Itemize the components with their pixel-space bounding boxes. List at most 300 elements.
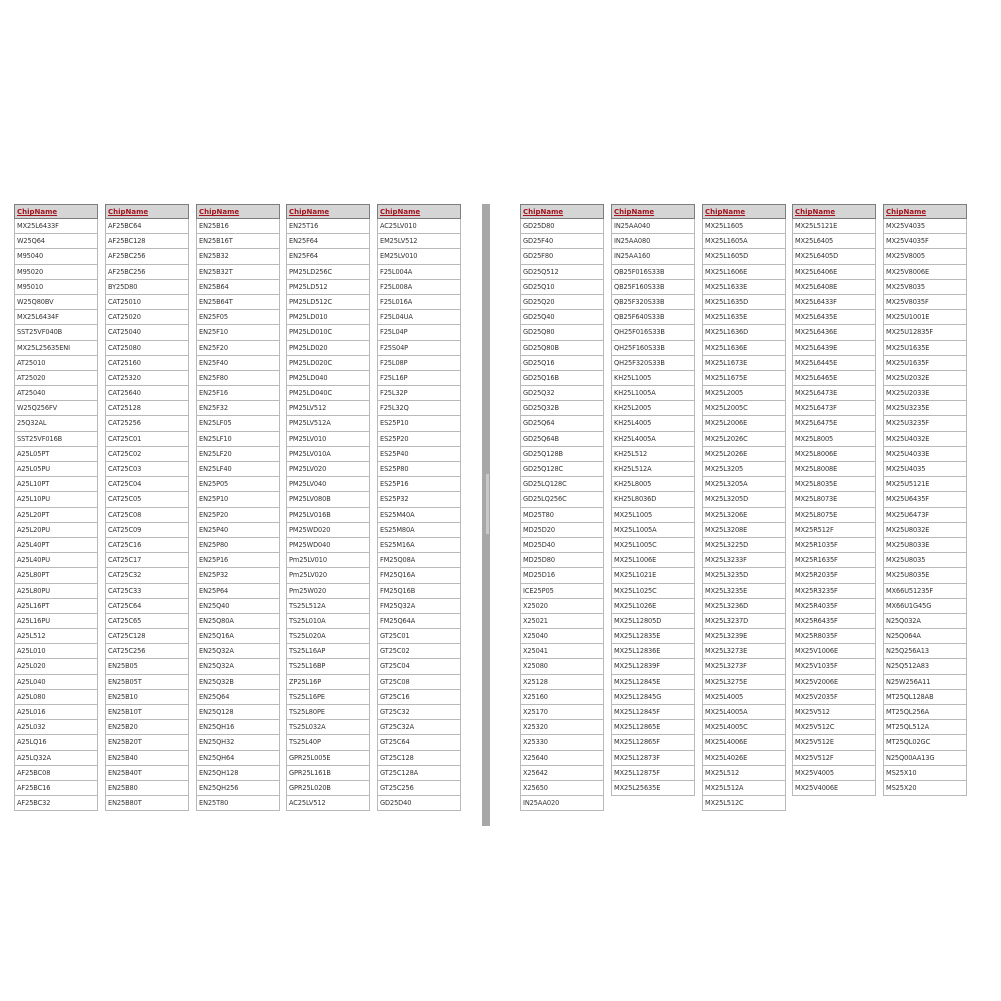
chip-cell: MX25L6408E [792, 280, 876, 295]
chip-cell: MX25V512C [792, 720, 876, 735]
chip-cell: AC25LV512 [286, 796, 370, 811]
chip-cell: MX25L3236D [702, 599, 786, 614]
chip-column [883, 204, 967, 796]
chip-cell: EN25F64 [286, 234, 370, 249]
chip-cell: MD25D20 [520, 523, 604, 538]
chip-cell: EN25LF05 [196, 416, 280, 431]
chip-cell: MX25L1021E [611, 568, 695, 583]
chip-cell: ICE25P05 [520, 584, 604, 599]
chip-cell: MX25L1605 [702, 219, 786, 234]
chip-cell: FM25Q08A [377, 553, 461, 568]
chip-cell: A25L020 [14, 659, 98, 674]
chip-cell: MX25L1605A [702, 234, 786, 249]
chip-cell: N25Q032A [883, 614, 967, 629]
chip-cell: EN25P05 [196, 477, 280, 492]
chip-cell: N25Q00AA13G [883, 751, 967, 766]
chip-cell: CAT25128 [105, 401, 189, 416]
chip-cell: IN25AA080 [611, 234, 695, 249]
chip-cell: MX25L3225D [702, 538, 786, 553]
chip-cell: A25L10PU [14, 492, 98, 507]
chip-cell: MX25U4032E [883, 432, 967, 447]
chip-cell: AF25BC128 [105, 234, 189, 249]
chip-cell: EN25Q128 [196, 705, 280, 720]
chip-cell: MX25L6473F [792, 401, 876, 416]
column-header: ChipName [286, 204, 370, 219]
chip-cell: MX25U5121E [883, 477, 967, 492]
chip-cell: SST25VF040B [14, 325, 98, 340]
chip-cell: AF25BC16 [14, 781, 98, 796]
chip-cell: EN25B40T [105, 766, 189, 781]
column-header: ChipName [611, 204, 695, 219]
chip-cell: EN25Q16A [196, 629, 280, 644]
chip-cell: EN25B64T [196, 295, 280, 310]
chip-cell: KH25L4005 [611, 416, 695, 431]
chip-cell: AF25BC256 [105, 249, 189, 264]
chip-cell: MX25V512 [792, 705, 876, 720]
chip-cell: MX25L1673E [702, 356, 786, 371]
chip-cell: KH25L8036D [611, 492, 695, 507]
chip-cell: A25L032 [14, 720, 98, 735]
chip-cell: MX25U8033E [883, 538, 967, 553]
chip-cell: EN25F64 [286, 249, 370, 264]
chip-cell: MX25L6439E [792, 341, 876, 356]
chip-cell: EN25B10T [105, 705, 189, 720]
chip-cell: GD25LQ128C [520, 477, 604, 492]
chip-cell: ES25P20 [377, 432, 461, 447]
chip-cell: EN25Q80A [196, 614, 280, 629]
chip-cell: Pm25W020 [286, 584, 370, 599]
chip-cell: MX25L3273E [702, 644, 786, 659]
chip-cell: KH25L4005A [611, 432, 695, 447]
chip-cell: MX25L4005A [702, 705, 786, 720]
chip-cell: TS25L40P [286, 735, 370, 750]
chip-cell: Pm25LV020 [286, 568, 370, 583]
chip-column [196, 204, 280, 811]
chip-cell: A25L040 [14, 675, 98, 690]
chip-cell: CAT25C128 [105, 629, 189, 644]
chip-cell: MX25U1635F [883, 356, 967, 371]
chip-cell: FM25Q32A [377, 599, 461, 614]
chip-cell: MX25R6435F [792, 614, 876, 629]
chip-cell: MX25L1025C [611, 584, 695, 599]
chip-column [14, 204, 98, 811]
chip-cell: AF25BC256 [105, 265, 189, 280]
chip-cell: MX25R512F [792, 523, 876, 538]
chip-cell: MX25L3239E [702, 629, 786, 644]
chip-cell: CAT25640 [105, 386, 189, 401]
chip-cell: F25L16P [377, 371, 461, 386]
chip-cell: CAT25080 [105, 341, 189, 356]
chip-cell: GT25C32 [377, 705, 461, 720]
chip-cell: EN25B16T [196, 234, 280, 249]
chip-cell: GD25D40 [377, 796, 461, 811]
chip-cell: GT25C64 [377, 735, 461, 750]
chip-cell: EN25F32 [196, 401, 280, 416]
chip-cell: MX25U2032E [883, 371, 967, 386]
chip-cell: CAT25020 [105, 310, 189, 325]
chip-cell: EN25B40 [105, 751, 189, 766]
column-header: ChipName [520, 204, 604, 219]
chip-cell: MX25R1635F [792, 553, 876, 568]
chip-cell: X25041 [520, 644, 604, 659]
chip-cell: TS25L80PE [286, 705, 370, 720]
chip-cell: EN25P10 [196, 492, 280, 507]
chip-cell: F25L008A [377, 280, 461, 295]
chip-cell: GT25C32A [377, 720, 461, 735]
chip-cell: EN25LF40 [196, 462, 280, 477]
chip-cell: CAT25C08 [105, 508, 189, 523]
chip-cell: IN25AA040 [611, 219, 695, 234]
chip-cell: MX25L1005A [611, 523, 695, 538]
chip-cell: EN25P64 [196, 584, 280, 599]
chip-cell: MX25L1606E [702, 265, 786, 280]
chip-cell: MX25L8008E [792, 462, 876, 477]
chip-cell: MX25U6435F [883, 492, 967, 507]
chip-cell: MX25U4033E [883, 447, 967, 462]
chip-cell: X25021 [520, 614, 604, 629]
chip-cell: MX25L2005C [702, 401, 786, 416]
chip-cell: MX25U8032E [883, 523, 967, 538]
chip-cell: MX25U8035 [883, 553, 967, 568]
chip-cell: MX25R8035F [792, 629, 876, 644]
chip-column [702, 204, 786, 811]
chip-cell: EN25QH16 [196, 720, 280, 735]
chip-cell: A25L80PU [14, 584, 98, 599]
chip-cell: PM25LD512 [286, 280, 370, 295]
chip-cell: MX25R3235F [792, 584, 876, 599]
chip-cell: A25L40PT [14, 538, 98, 553]
chip-cell: A25L016 [14, 705, 98, 720]
divider-handle [486, 474, 489, 534]
chip-cell: GD25Q20 [520, 295, 604, 310]
chip-cell: QH25F320S33B [611, 356, 695, 371]
chip-cell: GD25Q128B [520, 447, 604, 462]
chip-cell: A25L20PU [14, 523, 98, 538]
chip-cell: EN25B32T [196, 265, 280, 280]
chip-cell: MX25L1635D [702, 295, 786, 310]
chip-cell: EN25Q32A [196, 644, 280, 659]
chip-cell: EN25B05T [105, 675, 189, 690]
chip-cell: ES25M80A [377, 523, 461, 538]
chip-cell: CAT25C32 [105, 568, 189, 583]
chip-cell: MX25V512F [792, 751, 876, 766]
chip-cell: MX25R4035F [792, 599, 876, 614]
chip-cell: TS25L16AP [286, 644, 370, 659]
chip-cell: GT25C02 [377, 644, 461, 659]
chip-cell: GD25Q80 [520, 325, 604, 340]
chip-cell: X25640 [520, 751, 604, 766]
chip-cell: MX25L1635E [702, 310, 786, 325]
chip-cell: QB25F640S33B [611, 310, 695, 325]
chip-cell: MX25L12839F [611, 659, 695, 674]
chip-cell: GD25Q32 [520, 386, 604, 401]
chip-cell: KH25L512 [611, 447, 695, 462]
chip-cell: EN25P16 [196, 553, 280, 568]
chip-cell: MT25QL256A [883, 705, 967, 720]
chip-cell: EN25B16 [196, 219, 280, 234]
chip-cell: EM25LV512 [377, 234, 461, 249]
chip-cell: PM25WD040 [286, 538, 370, 553]
chip-cell: CAT25160 [105, 356, 189, 371]
chip-cell: QH25F160S33B [611, 341, 695, 356]
chip-cell: F25L08P [377, 356, 461, 371]
chip-cell: M95040 [14, 249, 98, 264]
chip-cell: EN25T16 [286, 219, 370, 234]
chip-cell: EN25QH32 [196, 735, 280, 750]
chip-cell: TS25L16BP [286, 659, 370, 674]
column-header: ChipName [14, 204, 98, 219]
chip-cell: MX25L6433F [14, 219, 98, 234]
chip-cell: KH25L512A [611, 462, 695, 477]
chip-cell: X25160 [520, 690, 604, 705]
chip-cell: MX25V1006E [792, 644, 876, 659]
chip-cell: AF25BC32 [14, 796, 98, 811]
chip-cell: MX25L4006E [702, 735, 786, 750]
chip-cell: GD25LQ256C [520, 492, 604, 507]
chip-cell: MX25L3206E [702, 508, 786, 523]
chip-cell: MX25L512A [702, 781, 786, 796]
chip-cell: MX25U3235E [883, 401, 967, 416]
chip-cell: ES25M16A [377, 538, 461, 553]
chip-cell: MX25L3205A [702, 477, 786, 492]
chip-cell: GPR25L020B [286, 781, 370, 796]
chip-cell: MX25U1001E [883, 310, 967, 325]
chip-cell: MX25L3208E [702, 523, 786, 538]
chip-cell: PM25LV512 [286, 401, 370, 416]
chip-cell: MX25U8035E [883, 568, 967, 583]
chip-cell: EN25Q64 [196, 690, 280, 705]
chip-cell: MD25D80 [520, 553, 604, 568]
chip-cell: PM25LV040 [286, 477, 370, 492]
chip-cell: MX25L6435E [792, 310, 876, 325]
chip-cell: F25L32P [377, 386, 461, 401]
chip-cell: EN25QH64 [196, 751, 280, 766]
chip-cell: CAT25320 [105, 371, 189, 386]
chip-cell: A25L80PT [14, 568, 98, 583]
chip-cell: CAT25C03 [105, 462, 189, 477]
chip-cell: MX25L12845E [611, 675, 695, 690]
chip-cell: CAT25C33 [105, 584, 189, 599]
chip-cell: MX25V2035F [792, 690, 876, 705]
chip-cell: A25LQ32A [14, 751, 98, 766]
chip-cell: W25Q64 [14, 234, 98, 249]
chip-cell: EN25B05 [105, 659, 189, 674]
chip-cell: AT25020 [14, 371, 98, 386]
chip-cell: MX25L1636E [702, 341, 786, 356]
chip-cell: TS25L512A [286, 599, 370, 614]
chip-cell: MT25QL02GC [883, 735, 967, 750]
chip-cell: MX25U4035 [883, 462, 967, 477]
chip-cell: MX25V8006E [883, 265, 967, 280]
chip-cell: GD25Q80B [520, 341, 604, 356]
chip-cell: F25L04UA [377, 310, 461, 325]
chip-column [105, 204, 189, 811]
chip-cell: GT25C16 [377, 690, 461, 705]
chip-cell: BY25D80 [105, 280, 189, 295]
chip-cell: A25L010 [14, 644, 98, 659]
chip-cell: EN25Q32B [196, 675, 280, 690]
chip-cell: X25642 [520, 766, 604, 781]
chip-cell: MX25L4005 [702, 690, 786, 705]
chip-cell: QH25F016S33B [611, 325, 695, 340]
chip-cell: MX25L12873F [611, 751, 695, 766]
chip-cell: X25170 [520, 705, 604, 720]
chip-cell: W25Q80BV [14, 295, 98, 310]
chip-cell: MX25V4035F [883, 234, 967, 249]
chip-cell: A25L10PT [14, 477, 98, 492]
chip-cell: A25L16PT [14, 599, 98, 614]
chip-cell: MD25D40 [520, 538, 604, 553]
chip-cell: MX25L12875F [611, 766, 695, 781]
chip-cell: CAT25C64 [105, 599, 189, 614]
chip-cell: MX25L3205 [702, 462, 786, 477]
chip-cell: QB25F016S33B [611, 265, 695, 280]
chip-column [286, 204, 370, 811]
chip-cell: PM25LD040C [286, 386, 370, 401]
chip-cell: MX25V2006E [792, 675, 876, 690]
chip-cell: CAT25C17 [105, 553, 189, 568]
chip-cell: MX25L8073E [792, 492, 876, 507]
chip-cell: MX25V8005 [883, 249, 967, 264]
chip-cell: QB25F160S33B [611, 280, 695, 295]
chip-cell: MD25D16 [520, 568, 604, 583]
chip-cell: PM25LD010C [286, 325, 370, 340]
chip-cell: EN25B32 [196, 249, 280, 264]
chip-cell: MX25L1675E [702, 371, 786, 386]
chip-cell: PM25LV512A [286, 416, 370, 431]
chip-cell: MX25L1006E [611, 553, 695, 568]
chip-cell: MX25L12845F [611, 705, 695, 720]
chip-cell: N25Q064A [883, 629, 967, 644]
chip-column [377, 204, 461, 811]
chip-cell: Pm25LV010 [286, 553, 370, 568]
chip-cell: MX25L3205D [702, 492, 786, 507]
chip-cell: PM25LV010A [286, 447, 370, 462]
chip-cell: MX25L2026E [702, 447, 786, 462]
chip-cell: MS25X20 [883, 781, 967, 796]
chip-cell: FM25Q64A [377, 614, 461, 629]
chip-cell: GD25Q40 [520, 310, 604, 325]
chip-cell: MX25L5121E [792, 219, 876, 234]
column-header: ChipName [702, 204, 786, 219]
chip-cell: MX25V4006E [792, 781, 876, 796]
chip-cell: FM25Q16A [377, 568, 461, 583]
chip-cell: GD25Q16 [520, 356, 604, 371]
chip-cell: MT25QL512A [883, 720, 967, 735]
chip-cell: TS25L020A [286, 629, 370, 644]
chip-cell: A25L080 [14, 690, 98, 705]
chip-cell: MX25L12865E [611, 720, 695, 735]
chip-cell: EN25P80 [196, 538, 280, 553]
chip-cell: EM25LV010 [377, 249, 461, 264]
chip-cell: MX25L25635E [611, 781, 695, 796]
chip-cell: A25L20PT [14, 508, 98, 523]
chip-cell: IN25AA020 [520, 796, 604, 811]
chip-cell: EN25P20 [196, 508, 280, 523]
chip-cell: AF25BC64 [105, 219, 189, 234]
right-table-page [518, 200, 978, 826]
chip-cell: GD25Q10 [520, 280, 604, 295]
chip-cell: EN25B20 [105, 720, 189, 735]
chip-cell: ES25P32 [377, 492, 461, 507]
chip-cell: GT25C128A [377, 766, 461, 781]
chip-cell: GT25C04 [377, 659, 461, 674]
chip-cell: MS25X10 [883, 766, 967, 781]
chip-cell: PM25LD512C [286, 295, 370, 310]
chip-cell: X25080 [520, 659, 604, 674]
chip-cell: EN25B10 [105, 690, 189, 705]
chip-cell: MX25V4035 [883, 219, 967, 234]
chip-cell: MX25L4005C [702, 720, 786, 735]
chip-cell: MX25L1005C [611, 538, 695, 553]
chip-cell: MX25L6445E [792, 356, 876, 371]
chip-cell: SST25VF016B [14, 432, 98, 447]
left-table-page [12, 200, 474, 826]
chip-cell: MX25L3235E [702, 584, 786, 599]
chip-column [792, 204, 876, 796]
chip-cell: F25L004A [377, 265, 461, 280]
chip-cell: MX25L3237D [702, 614, 786, 629]
chip-cell: EN25F80 [196, 371, 280, 386]
chip-cell: MX25L12865F [611, 735, 695, 750]
chip-cell: X25650 [520, 781, 604, 796]
chip-cell: A25LQ16 [14, 735, 98, 750]
chip-cell: EN25P40 [196, 523, 280, 538]
chip-cell: MX25L1005 [611, 508, 695, 523]
chip-cell: PM25LV020 [286, 462, 370, 477]
chip-cell: GT25C128 [377, 751, 461, 766]
chip-cell: A25L40PU [14, 553, 98, 568]
chip-cell: EN25QH256 [196, 781, 280, 796]
chip-cell: EN25P32 [196, 568, 280, 583]
chip-cell: MX25L6465E [792, 371, 876, 386]
chip-cell: KH25L2005 [611, 401, 695, 416]
chip-cell: TS25L032A [286, 720, 370, 735]
chip-cell: CAT25040 [105, 325, 189, 340]
chip-cell: W25Q256FV [14, 401, 98, 416]
chip-cell: GD25Q32B [520, 401, 604, 416]
chip-cell: EN25B20T [105, 735, 189, 750]
chip-cell: PM25WD020 [286, 523, 370, 538]
chip-cell: ES25P80 [377, 462, 461, 477]
chip-cell: X25320 [520, 720, 604, 735]
chip-cell: MX25L8035E [792, 477, 876, 492]
chip-cell: GD25Q512 [520, 265, 604, 280]
chip-cell: X25128 [520, 675, 604, 690]
chip-cell: X25020 [520, 599, 604, 614]
chip-cell: AF25BC08 [14, 766, 98, 781]
chip-cell: A25L16PU [14, 614, 98, 629]
chip-cell: ES25P10 [377, 416, 461, 431]
chip-cell: MX25V8035 [883, 280, 967, 295]
chip-cell: TS25L010A [286, 614, 370, 629]
chip-cell: MX25L6433F [792, 295, 876, 310]
chip-cell: ES25P40 [377, 447, 461, 462]
chip-cell: A25L05PU [14, 462, 98, 477]
chip-cell: EN25QH128 [196, 766, 280, 781]
chip-cell: F25S04P [377, 341, 461, 356]
chip-cell: PM25LV010 [286, 432, 370, 447]
chip-cell: GD25Q64 [520, 416, 604, 431]
chip-cell: EN25LF10 [196, 432, 280, 447]
chip-cell: MT25QL128AB [883, 690, 967, 705]
chip-cell: GD25Q16B [520, 371, 604, 386]
chip-cell: EN25F16 [196, 386, 280, 401]
chip-cell: AC25LV010 [377, 219, 461, 234]
chip-cell: MX25L6473E [792, 386, 876, 401]
chip-cell: GD25F80 [520, 249, 604, 264]
chip-cell: CAT25C05 [105, 492, 189, 507]
